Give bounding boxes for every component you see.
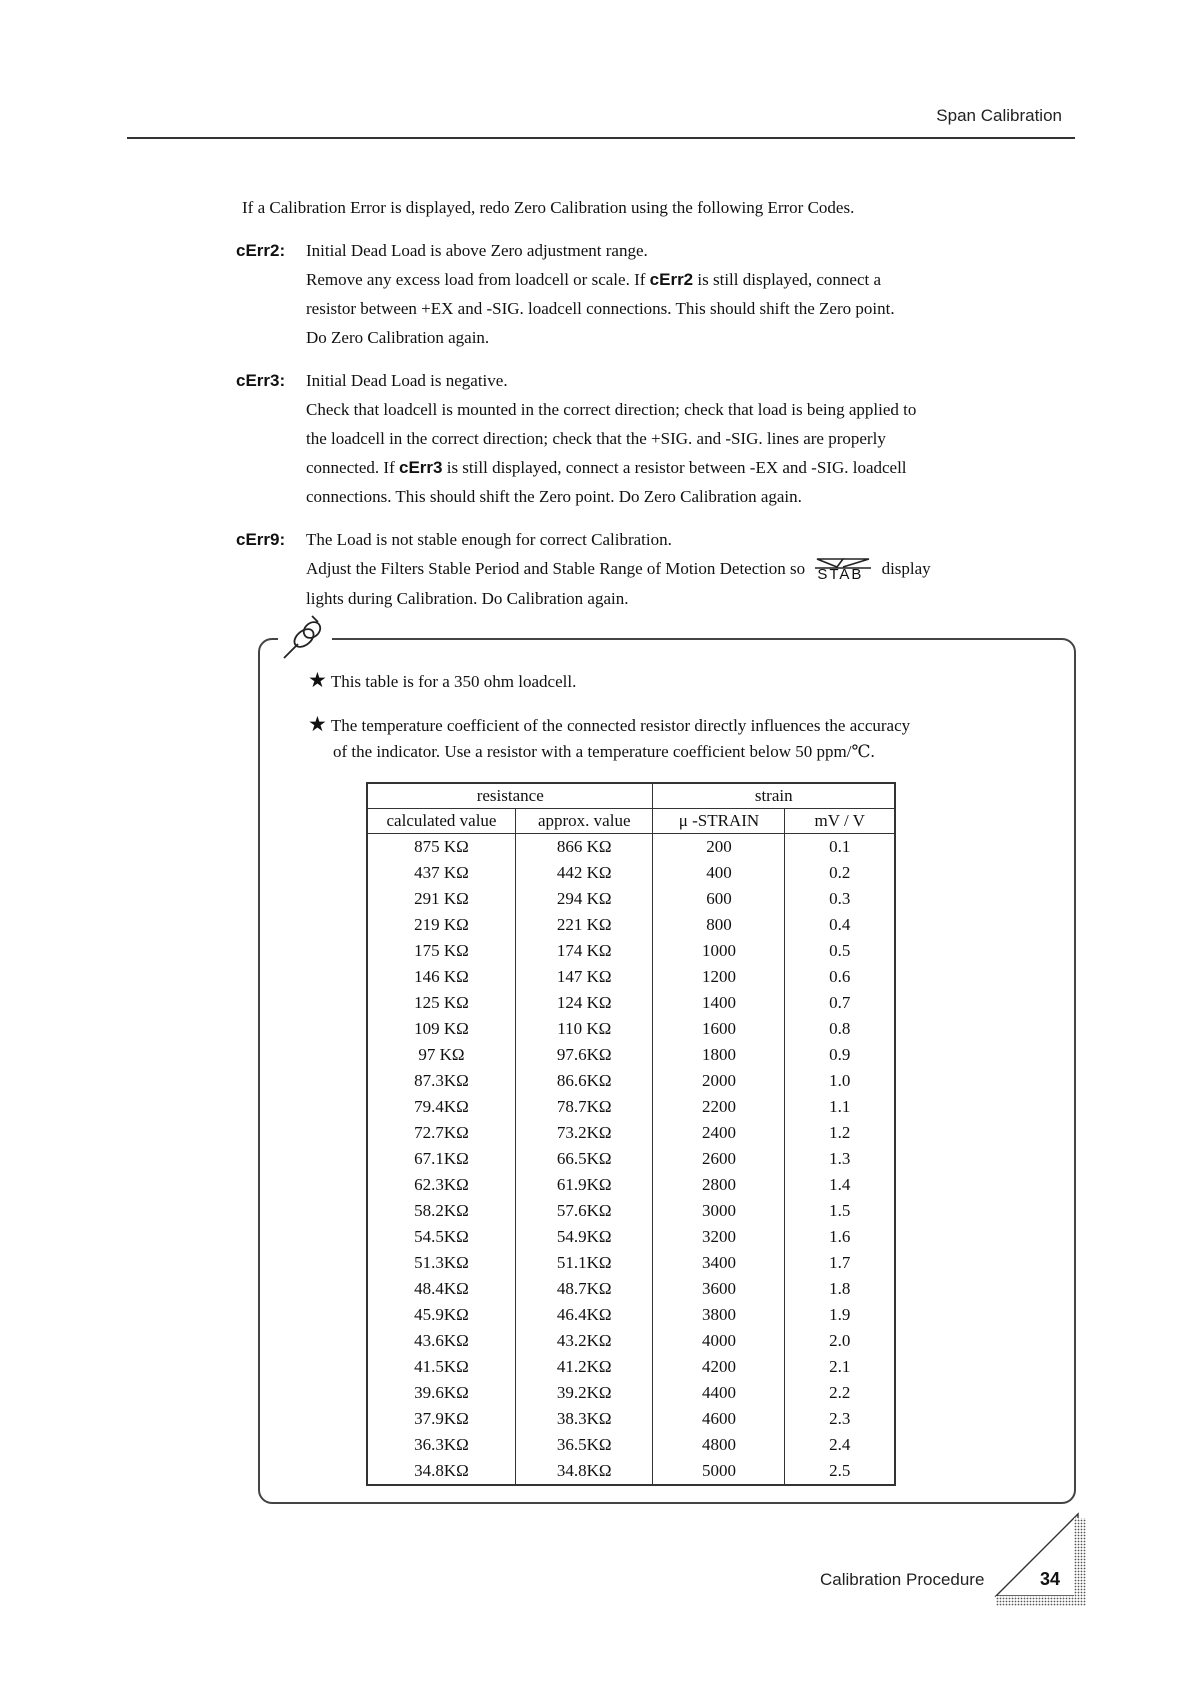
table-cell: 221 KΩ xyxy=(515,912,653,938)
table-cell: 61.9KΩ xyxy=(515,1172,653,1198)
table-cell: 600 xyxy=(653,886,785,912)
table-cell: 0.5 xyxy=(785,938,895,964)
table-cell: 175 KΩ xyxy=(367,938,515,964)
table-row xyxy=(367,1042,895,1068)
table-cell: 400 xyxy=(653,860,785,886)
table-cell: 1800 xyxy=(653,1042,785,1068)
table-cell: 73.2KΩ xyxy=(515,1120,653,1146)
table-cell: 3800 xyxy=(653,1302,785,1328)
table-row xyxy=(367,1016,895,1042)
table-cell: 1.8 xyxy=(785,1276,895,1302)
table-cell: 875 KΩ xyxy=(367,834,515,861)
table-cell: 66.5KΩ xyxy=(515,1146,653,1172)
table-cell: 57.6KΩ xyxy=(515,1198,653,1224)
star-icon: ★ xyxy=(308,668,327,692)
table-cell: 38.3KΩ xyxy=(515,1406,653,1432)
table-cell: 87.3KΩ xyxy=(367,1068,515,1094)
footer-section-label: Calibration Procedure xyxy=(820,1570,985,1589)
inline-error-code: cErr3 xyxy=(398,458,443,477)
error-body-line: connected. If cErr3 is still displayed, connect a resistor between -EX and -SIG. loadcell xyxy=(306,458,907,477)
error-code-cerr9: cErr9: xyxy=(236,530,286,549)
table-row xyxy=(367,1354,895,1380)
table-column-header-row xyxy=(367,809,895,834)
error-body-line: the loadcell in the correct direction; check that the +SIG. and -SIG. lines are properly xyxy=(306,429,886,448)
error-body-line: Do Zero Calibration again. xyxy=(306,328,490,347)
table-cell: 294 KΩ xyxy=(515,886,653,912)
pushpin-icon xyxy=(278,612,332,662)
table-cell: 2800 xyxy=(653,1172,785,1198)
error-cerr9 xyxy=(236,525,1066,625)
error-body-line: lights during Calibration. Do Calibration again. xyxy=(306,589,629,609)
table-cell: 58.2KΩ xyxy=(367,1198,515,1224)
table-cell: 0.4 xyxy=(785,912,895,938)
error-code-cerr2: cErr2: xyxy=(236,241,286,260)
table-cell: 4000 xyxy=(653,1328,785,1354)
table-cell: 2.3 xyxy=(785,1406,895,1432)
table-cell: 1400 xyxy=(653,990,785,1016)
table-cell: 48.7KΩ xyxy=(515,1276,653,1302)
table-row xyxy=(367,860,895,886)
table-row xyxy=(367,1250,895,1276)
table-row xyxy=(367,1302,895,1328)
table-cell: 51.3KΩ xyxy=(367,1250,515,1276)
table-row xyxy=(367,1068,895,1094)
error-body-cerr3 xyxy=(306,395,1066,511)
table-row xyxy=(367,1432,895,1458)
page-corner-decoration xyxy=(990,1510,1086,1606)
table-cell: 4800 xyxy=(653,1432,785,1458)
table-cell: 800 xyxy=(653,912,785,938)
table-row xyxy=(367,1328,895,1354)
table-cell: 5000 xyxy=(653,1458,785,1485)
table-cell: 41.2KΩ xyxy=(515,1354,653,1380)
table-cell: 36.3KΩ xyxy=(367,1432,515,1458)
table-cell: 200 xyxy=(653,834,785,861)
table-cell: 1600 xyxy=(653,1016,785,1042)
table-cell: 1.7 xyxy=(785,1250,895,1276)
table-row xyxy=(367,1146,895,1172)
table-cell: 1.0 xyxy=(785,1068,895,1094)
table-row xyxy=(367,834,895,861)
table-row xyxy=(367,886,895,912)
table-cell: 2400 xyxy=(653,1120,785,1146)
running-header-title: Span Calibration xyxy=(936,106,1062,125)
table-cell: 219 KΩ xyxy=(367,912,515,938)
error-title-cerr2: Initial Dead Load is above Zero adjustment range. xyxy=(306,241,648,260)
table-cell: 0.1 xyxy=(785,834,895,861)
table-cell: 442 KΩ xyxy=(515,860,653,886)
table-cell: 78.7KΩ xyxy=(515,1094,653,1120)
table-cell: 2600 xyxy=(653,1146,785,1172)
table-cell: 146 KΩ xyxy=(367,964,515,990)
table-row xyxy=(367,1094,895,1120)
error-cerr3 xyxy=(236,366,1066,516)
table-cell: 36.5KΩ xyxy=(515,1432,653,1458)
table-cell: 67.1KΩ xyxy=(367,1146,515,1172)
table-cell: 62.3KΩ xyxy=(367,1172,515,1198)
error-body-line: connections. This should shift the Zero point. Do Zero Calibration again. xyxy=(306,487,802,506)
table-row xyxy=(367,938,895,964)
table-cell: 3600 xyxy=(653,1276,785,1302)
table-row xyxy=(367,1380,895,1406)
group-header-strain: strain xyxy=(653,783,895,809)
table-cell: 437 KΩ xyxy=(367,860,515,886)
table-cell: 34.8KΩ xyxy=(367,1458,515,1485)
column-header: approx. value xyxy=(515,809,653,834)
page-number: 34 xyxy=(1040,1569,1061,1589)
table-cell: 4400 xyxy=(653,1380,785,1406)
column-header: calculated value xyxy=(367,809,515,834)
table-row xyxy=(367,964,895,990)
table-row xyxy=(367,912,895,938)
table-cell: 0.2 xyxy=(785,860,895,886)
note-item: ★ This table is for a 350 ohm loadcell. xyxy=(308,668,577,692)
note-item: ★ The temperature coefficient of the connected resistor directly influences the accuracy xyxy=(308,712,911,736)
table-cell: 41.5KΩ xyxy=(367,1354,515,1380)
table-cell: 43.2KΩ xyxy=(515,1328,653,1354)
table-cell: 1.6 xyxy=(785,1224,895,1250)
table-cell: 3000 xyxy=(653,1198,785,1224)
table-row xyxy=(367,1276,895,1302)
error-body-line: Check that loadcell is mounted in the correct direction; check that load is being applied to xyxy=(306,400,917,419)
table-cell: 1200 xyxy=(653,964,785,990)
table-cell: 1.2 xyxy=(785,1120,895,1146)
error-title-cerr3: Initial Dead Load is negative. xyxy=(306,371,508,390)
table-row xyxy=(367,1120,895,1146)
table-cell: 2.2 xyxy=(785,1380,895,1406)
table-cell: 291 KΩ xyxy=(367,886,515,912)
table-cell: 1.1 xyxy=(785,1094,895,1120)
table-cell: 0.7 xyxy=(785,990,895,1016)
table-cell: 1000 xyxy=(653,938,785,964)
table-cell: 79.4KΩ xyxy=(367,1094,515,1120)
inline-error-code: cErr2 xyxy=(649,270,694,289)
stab-label: STAB xyxy=(817,566,864,584)
table-cell: 2.5 xyxy=(785,1458,895,1485)
table-cell: 4600 xyxy=(653,1406,785,1432)
error-body-cerr2 xyxy=(306,265,1066,352)
table-row xyxy=(367,1224,895,1250)
error-body-cerr9 xyxy=(306,554,1066,613)
table-cell: 46.4KΩ xyxy=(515,1302,653,1328)
table-cell: 174 KΩ xyxy=(515,938,653,964)
error-cerr2 xyxy=(236,236,1066,356)
table-cell: 48.4KΩ xyxy=(367,1276,515,1302)
table-cell: 2.0 xyxy=(785,1328,895,1354)
table-cell: 2.4 xyxy=(785,1432,895,1458)
table-cell: 147 KΩ xyxy=(515,964,653,990)
table-cell: 866 KΩ xyxy=(515,834,653,861)
table-row xyxy=(367,1458,895,1485)
intro-paragraph: If a Calibration Error is displayed, redo Zero Calibration using the following Error Codes. xyxy=(242,198,855,217)
group-header-resistance: resistance xyxy=(367,783,653,809)
table-cell: 39.2KΩ xyxy=(515,1380,653,1406)
table-cell: 2.1 xyxy=(785,1354,895,1380)
table-cell: 54.9KΩ xyxy=(515,1224,653,1250)
error-title-cerr9: The Load is not stable enough for correct Calibration. xyxy=(306,530,672,549)
star-icon: ★ xyxy=(308,712,327,736)
error-code-cerr3: cErr3: xyxy=(236,371,286,390)
table-cell: 97.6KΩ xyxy=(515,1042,653,1068)
table-cell: 124 KΩ xyxy=(515,990,653,1016)
table-cell: 1.4 xyxy=(785,1172,895,1198)
table-row xyxy=(367,1198,895,1224)
table-group-header-row xyxy=(367,783,895,809)
stab-indicator-icon xyxy=(813,556,873,584)
table-cell: 3200 xyxy=(653,1224,785,1250)
table-cell: 54.5KΩ xyxy=(367,1224,515,1250)
table-cell: 109 KΩ xyxy=(367,1016,515,1042)
table-cell: 0.9 xyxy=(785,1042,895,1068)
note-continuation: of the indicator. Use a resistor with a temperature coefficient below 50 ppm/℃. xyxy=(333,742,875,761)
table-cell: 37.9KΩ xyxy=(367,1406,515,1432)
column-header: mV / V xyxy=(785,809,895,834)
table-cell: 0.6 xyxy=(785,964,895,990)
error-body-line: Remove any excess load from loadcell or scale. If cErr2 is still displayed, connect a xyxy=(306,270,882,289)
table-cell: 43.6KΩ xyxy=(367,1328,515,1354)
table-cell: 72.7KΩ xyxy=(367,1120,515,1146)
table-row xyxy=(367,990,895,1016)
table-cell: 45.9KΩ xyxy=(367,1302,515,1328)
header-rule xyxy=(127,137,1075,139)
table-cell: 1.9 xyxy=(785,1302,895,1328)
error-body-line: Adjust the Filters Stable Period and Stable Range of Motion Detection so STAB display xyxy=(306,554,1066,584)
column-header: μ -STRAIN xyxy=(653,809,785,834)
resistor-strain-table xyxy=(366,782,896,1486)
table-cell: 2000 xyxy=(653,1068,785,1094)
table-cell: 0.3 xyxy=(785,886,895,912)
table-cell: 110 KΩ xyxy=(515,1016,653,1042)
table-cell: 51.1KΩ xyxy=(515,1250,653,1276)
table-cell: 86.6KΩ xyxy=(515,1068,653,1094)
table-cell: 39.6KΩ xyxy=(367,1380,515,1406)
table-cell: 1.5 xyxy=(785,1198,895,1224)
table-cell: 0.8 xyxy=(785,1016,895,1042)
table-cell: 34.8KΩ xyxy=(515,1458,653,1485)
table-cell: 97 KΩ xyxy=(367,1042,515,1068)
table-cell: 125 KΩ xyxy=(367,990,515,1016)
table-cell: 3400 xyxy=(653,1250,785,1276)
table-row xyxy=(367,1406,895,1432)
table-cell: 4200 xyxy=(653,1354,785,1380)
table-cell: 2200 xyxy=(653,1094,785,1120)
table-cell: 1.3 xyxy=(785,1146,895,1172)
table-row xyxy=(367,1172,895,1198)
error-body-line: resistor between +EX and -SIG. loadcell connections. This should shift the Zero point. xyxy=(306,299,895,318)
